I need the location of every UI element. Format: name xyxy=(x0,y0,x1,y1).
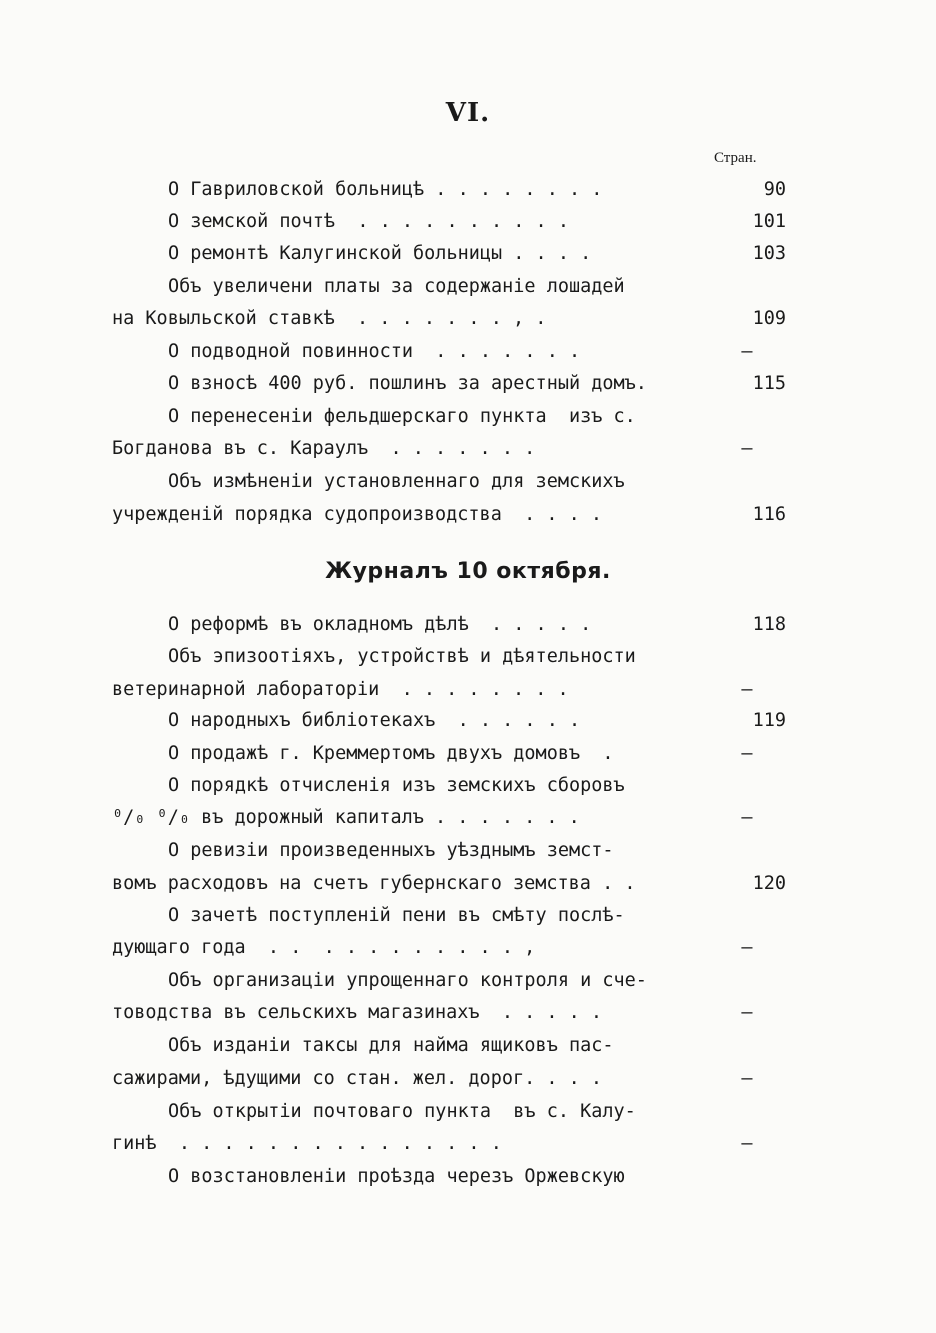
toc-entry xyxy=(0,238,936,270)
toc-entry-text: учрежденій порядка судопроизводства . . . . xyxy=(112,504,603,525)
toc-entry-page: 120 xyxy=(752,873,786,894)
toc-entry-text: Объ эпизоотіяхъ, устройствѣ и дѣятельности xyxy=(168,646,636,667)
toc-entry-text: сажирами, ѣдущими со стан. жел. дорог. . . . xyxy=(112,1068,603,1089)
toc-entry xyxy=(0,641,936,673)
toc-entry xyxy=(0,770,936,802)
toc-entry-page: — xyxy=(741,1133,753,1154)
toc-entry-page: 109 xyxy=(752,308,786,329)
toc-entry-text: О подводной повинности . . . . . . . xyxy=(168,341,581,362)
toc-entry xyxy=(0,965,936,997)
toc-entry-continuation xyxy=(0,1063,936,1095)
toc-entry-text: О земской почтѣ . . . . . . . . . . xyxy=(168,211,569,232)
toc-entry-text: ветеринарной лабораторіи . . . . . . . . xyxy=(112,679,569,700)
toc-entry-page: — xyxy=(741,341,753,362)
toc-entry-text: вомъ расходовъ на счетъ губернскаго земства . . xyxy=(112,873,636,894)
toc-entry-text: Объ открытіи почтоваго пункта въ с. Калу- xyxy=(168,1101,636,1122)
toc-entry-page: 119 xyxy=(752,710,786,731)
toc-entry-page: 101 xyxy=(752,211,786,232)
toc-entry-page: 90 xyxy=(763,179,786,200)
page-numeral: VI. xyxy=(445,98,491,128)
toc-entry-text: О ремонтѣ Калугинской больницы . . . . xyxy=(168,243,592,264)
toc-entry-page: — xyxy=(741,438,753,459)
toc-entry-page: — xyxy=(741,1068,753,1089)
toc-entry xyxy=(0,1161,936,1193)
toc-entry xyxy=(0,1096,936,1128)
toc-entry xyxy=(0,609,936,641)
toc-entry-page: — xyxy=(741,743,753,764)
toc-entry-continuation xyxy=(0,932,936,964)
toc-entry-continuation xyxy=(0,499,936,531)
toc-entry xyxy=(0,900,936,932)
toc-entry-continuation xyxy=(0,997,936,1029)
section-title: Журналъ 10 октября. xyxy=(325,559,611,584)
toc-entry-text: О Гавриловской больницѣ . . . . . . . . xyxy=(168,179,603,200)
toc-entry xyxy=(0,271,936,303)
toc-entry-text: Объ изданіи таксы для найма ящиковъ пас- xyxy=(168,1035,614,1056)
toc-entry-text: О реформѣ въ окладномъ дѣлѣ . . . . . xyxy=(168,614,592,635)
toc-entry-continuation xyxy=(0,868,936,900)
toc-entry-page: — xyxy=(741,679,753,700)
toc-entry xyxy=(0,705,936,737)
toc-entry xyxy=(0,466,936,498)
toc-entry xyxy=(0,738,936,770)
toc-entry-continuation xyxy=(0,674,936,706)
toc-entry xyxy=(0,206,936,238)
toc-entry-page: 103 xyxy=(752,243,786,264)
toc-entry-text: О порядкѣ отчисленія изъ земскихъ сборовъ xyxy=(168,775,625,796)
toc-entry-text: О возстановленіи проѣзда черезъ Оржевскую xyxy=(168,1166,625,1187)
toc-entry-page: 115 xyxy=(752,373,786,394)
toc-entry xyxy=(0,336,936,368)
toc-entry-continuation xyxy=(0,802,936,834)
toc-entry-page: 118 xyxy=(752,614,786,635)
toc-entry-continuation xyxy=(0,1128,936,1160)
toc-entry-page: — xyxy=(741,937,753,958)
toc-entry-text: О народныхъ библіотекахъ . . . . . . xyxy=(168,710,581,731)
toc-entry-text: Объ увеличени платы за содержаніе лошадей xyxy=(168,276,625,297)
toc-entry-text: Объ измѣненіи установленнаго для земскихъ xyxy=(168,471,625,492)
toc-entry-text: О зачетѣ поступленій пени въ смѣту послѣ- xyxy=(168,905,625,926)
toc-entry-text: О ревизіи произведенныхъ уѣзднымъ земст- xyxy=(168,840,614,861)
toc-entry-continuation xyxy=(0,303,936,335)
toc-entry-page: — xyxy=(741,1002,753,1023)
toc-entry-page: — xyxy=(741,807,753,828)
toc-entry-text: ⁰/₀ ⁰/₀ въ дорожный капиталъ . . . . . . . xyxy=(112,807,580,828)
toc-entry xyxy=(0,368,936,400)
toc-entry xyxy=(0,835,936,867)
toc-entry-continuation xyxy=(0,433,936,465)
toc-entry-text: дующаго года . . . . . . . . . . . , xyxy=(112,937,536,958)
toc-entry-text: Объ организаціи упрощеннаго контроля и сче- xyxy=(168,970,647,991)
toc-entry xyxy=(0,174,936,206)
toc-entry-text: гинѣ . . . . . . . . . . . . . . . xyxy=(112,1133,502,1154)
toc-entry-text: О взносѣ 400 руб. пошлинъ за арестный домъ. xyxy=(168,373,647,394)
toc-entry-page: 116 xyxy=(752,504,786,525)
toc-entry-text: Богданова въ с. Караулъ . . . . . . . xyxy=(112,438,536,459)
pages-column-label: Стран. xyxy=(714,150,757,166)
toc-entry-text: товодства въ сельскихъ магазинахъ . . . . . xyxy=(112,1002,603,1023)
toc-entry-text: на Ковыльской ставкѣ . . . . . . . , . xyxy=(112,308,547,329)
toc-entry xyxy=(0,1030,936,1062)
toc-entry xyxy=(0,401,936,433)
toc-entry-text: О продажѣ г. Креммертомъ двухъ домовъ . xyxy=(168,743,614,764)
toc-entry-text: О перенесеніи фельдшерскаго пункта изъ с. xyxy=(168,406,636,427)
